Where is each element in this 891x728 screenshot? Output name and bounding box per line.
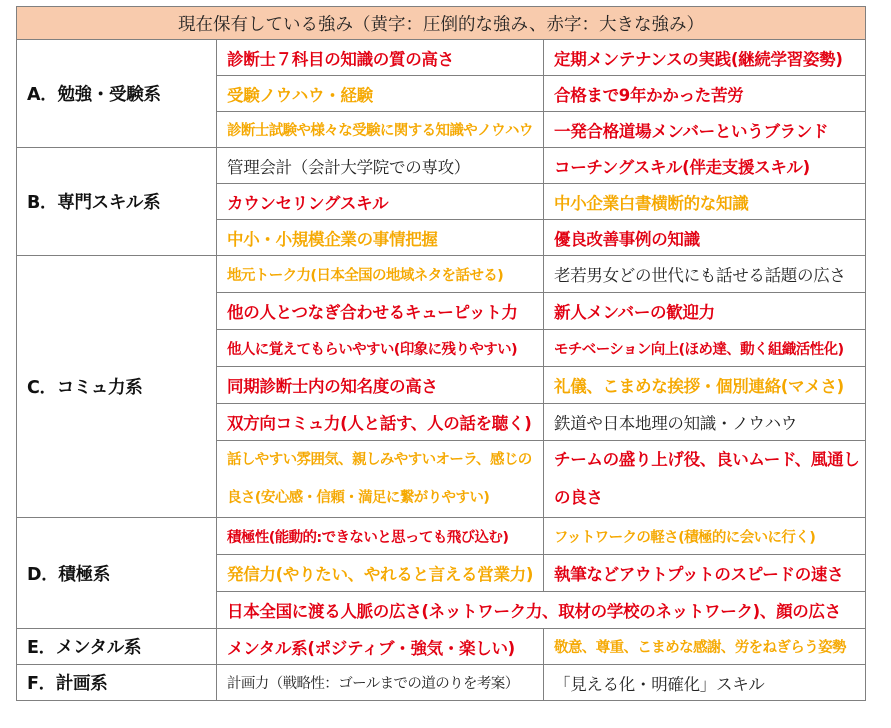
- strength-cell: 老若男女どの世代にも話せる話題の広さ: [544, 256, 866, 293]
- strength-cell: コーチングスキル(伴走支援スキル): [544, 148, 866, 184]
- category-mental: E．メンタル系: [17, 629, 217, 665]
- strength-cell: 日本全国に渡る人脈の広さ(ネットワーク力、取材の学校のネットワーク)、顔の広さ: [217, 592, 866, 629]
- category-expert-skill: B．専門スキル系: [17, 148, 217, 256]
- strength-cell: 話しやすい雰囲気、親しみやすいオーラ、感じの良さ(安心感・信頼・満足に繋がりやすい): [217, 441, 544, 518]
- strength-cell: 他人に覚えてもらいやすい(印象に残りやすい): [217, 330, 544, 367]
- category-study: A．勉強・受験系: [17, 40, 217, 148]
- strength-cell: カウンセリングスキル: [217, 184, 544, 220]
- strength-cell: 計画力（戦略性：ゴールまでの道のりを考案）: [217, 665, 544, 701]
- strength-cell: 一発合格道場メンバーというブランド: [544, 112, 866, 148]
- strength-cell: 同期診断士内の知名度の高さ: [217, 367, 544, 404]
- strength-cell: 「見える化・明確化」スキル: [544, 665, 866, 701]
- category-proactive: D．積極系: [17, 518, 217, 629]
- strength-cell: 礼儀、こまめな挨拶・個別連絡(マメさ): [544, 367, 866, 404]
- strength-cell: メンタル系(ポジティブ・強気・楽しい): [217, 629, 544, 665]
- strength-cell: フットワークの軽さ(積極的に会いに行く): [544, 518, 866, 555]
- strength-cell: 管理会計（会計大学院での専攻）: [217, 148, 544, 184]
- strength-cell: 積極性(能動的:できないと思っても飛び込む): [217, 518, 544, 555]
- strength-cell: 双方向コミュ力(人と話す、人の話を聴く): [217, 404, 544, 441]
- strength-cell: 執筆などアウトプットのスピードの速さ: [544, 555, 866, 592]
- strength-cell: 優良改善事例の知識: [544, 220, 866, 256]
- table-title: 現在保有している強み（黄字：圧倒的な強み、赤字：大きな強み）: [17, 7, 866, 40]
- strength-cell: 鉄道や日本地理の知識・ノウハウ: [544, 404, 866, 441]
- strength-cell: 診断士７科目の知識の質の高さ: [217, 40, 544, 76]
- strength-cell: 新人メンバーの歓迎力: [544, 293, 866, 330]
- strengths-table: [16, 6, 866, 701]
- strength-cell: 合格まで9年かかった苦労: [544, 76, 866, 112]
- strength-cell: 他の人とつなぎ合わせるキューピット力: [217, 293, 544, 330]
- strength-cell: 定期メンテナンスの実践(継続学習姿勢): [544, 40, 866, 76]
- strength-cell: 発信力(やりたい、やれると言える営業力): [217, 555, 544, 592]
- category-communication: C．コミュ力系: [17, 256, 217, 518]
- strength-cell: 敬意、尊重、こまめな感謝、労をねぎらう姿勢: [544, 629, 866, 665]
- strength-cell: 中小企業白書横断的な知識: [544, 184, 866, 220]
- category-planning: F．計画系: [17, 665, 217, 701]
- strength-cell: チームの盛り上げ役、良いムード、風通しの良さ: [544, 441, 866, 518]
- strength-cell: 地元トーク力(日本全国の地域ネタを話せる): [217, 256, 544, 293]
- strength-cell: 診断士試験や様々な受験に関する知識やノウハウ: [217, 112, 544, 148]
- strength-cell: 中小・小規模企業の事情把握: [217, 220, 544, 256]
- strength-cell: モチベーション向上(ほめ達、動く組織活性化): [544, 330, 866, 367]
- strength-cell: 受験ノウハウ・経験: [217, 76, 544, 112]
